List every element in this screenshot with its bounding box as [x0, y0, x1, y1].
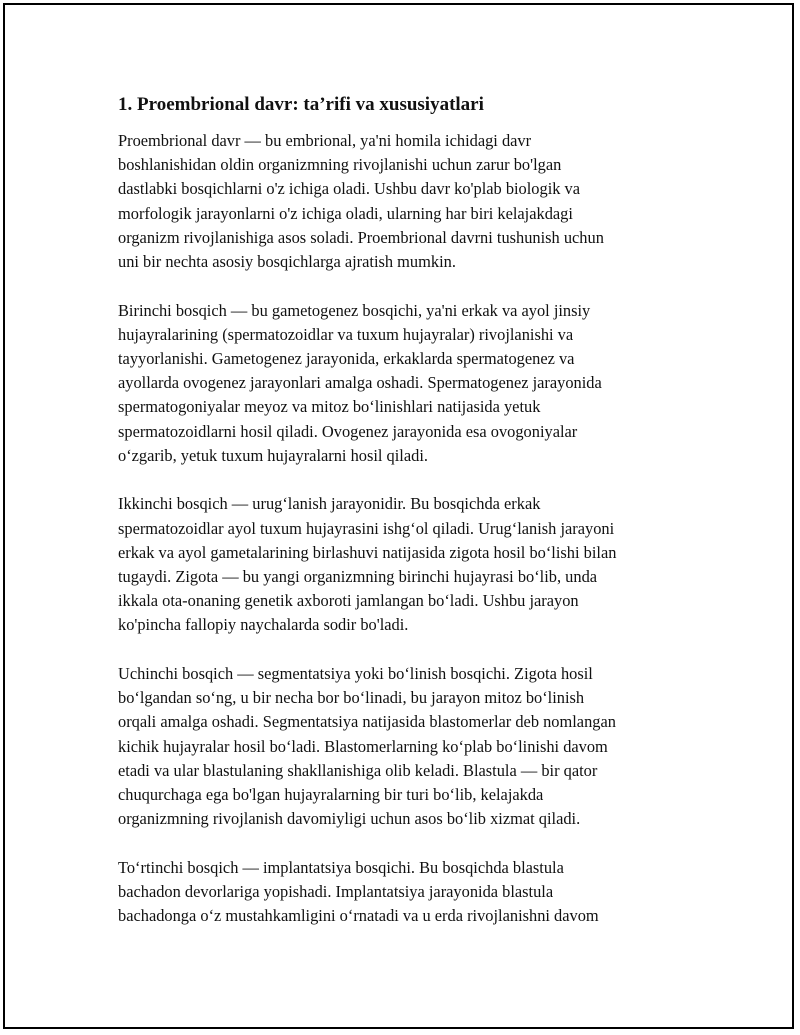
paragraph-line: spermatozoidlarni hosil qiladi. Ovogenez jarayonida esa ovogoniyalar — [118, 421, 578, 441]
paragraph — [118, 662, 688, 831]
paragraph-line: boshlanishidan oldin organizmning rivojlanishi uchun zarur bo'lgan — [118, 155, 562, 175]
paragraph-line: organizmning rivojlanish davomiyligi uchun asos bo‘lib xizmat qiladi. — [118, 809, 581, 829]
paragraph-line: Ikkinchi bosqich — urug‘lanish jarayonidir. Bu bosqichda erkak — [118, 494, 541, 514]
paragraph-line: erkak va ayol gametalarining birlashuvi natijasida zigota hosil bo‘lishi bilan — [118, 542, 617, 562]
paragraph-line: Proembrional davr — bu embrional, ya'ni homila ichidagi davr — [118, 131, 532, 150]
paragraph-line: organizm rivojlanishiga asos soladi. Proembrional davrni tushunish uchun — [118, 227, 604, 247]
paragraph-line: tugaydi. Zigota — bu yangi organizmning birinchi hujayrasi bo‘lib, unda — [118, 567, 598, 587]
paragraph-line: spermatozoidlar ayol tuxum hujayrasini ishg‘ol qiladi. Urug‘lanish jarayoni — [118, 518, 615, 538]
paragraph-line: orqali amalga oshadi. Segmentatsiya natijasida blastomerlar deb nomlangan — [118, 712, 616, 732]
document-body — [118, 92, 688, 953]
paragraph — [118, 129, 688, 274]
paragraph — [118, 856, 688, 929]
paragraph-line: bachadonga o‘z mustahkamligini o‘rnatadi va u erda rivojlanishni davom — [118, 906, 599, 926]
paragraph-line: o‘zgarib, yetuk tuxum hujayralarni hosil qiladi. — [118, 445, 428, 465]
paragraph-line: bo‘lgandan so‘ng, u bir necha bor bo‘linadi, bu jarayon mitoz bo‘linish — [118, 688, 585, 708]
paragraph-line: Uchinchi bosqich — segmentatsiya yoki bo‘linish bosqichi. Zigota hosil — [118, 664, 593, 684]
paragraph-line: uni bir nechta asosiy bosqichlarga ajratish mumkin. — [118, 252, 456, 272]
paragraph-container — [118, 129, 688, 928]
paragraph-line: ko'pincha fallopiy naychalarda sodir bo'ladi. — [118, 615, 409, 635]
section-heading: 1. Proembrional davr: ta’rifi va xususiyatlari — [118, 94, 484, 115]
paragraph-line: tayyorlanishi. Gametogenez jarayonida, erkaklarda spermatogenez va — [118, 349, 575, 369]
paragraph-line: spermatogoniyalar meyoz va mitoz bo‘linishlari natijasida yetuk — [118, 397, 541, 417]
paragraph-line: ikkala ota-onaning genetik axboroti jamlangan bo‘ladi. Ushbu jarayon — [118, 591, 579, 611]
paragraph-line: morfologik jarayonlarni o'z ichiga oladi, ularning har biri kelajakdagi — [118, 203, 573, 223]
paragraph-line: Birinchi bosqich — bu gametogenez bosqichi, ya'ni erkak va ayol jinsiy — [118, 300, 591, 320]
paragraph-line: kichik hujayralar hosil bo‘ladi. Blastomerlarning ko‘plab bo‘linishi davom — [118, 736, 608, 756]
paragraph-line: To‘rtinchi bosqich — implantatsiya bosqichi. Bu bosqichda blastula — [118, 857, 564, 877]
paragraph-line: chuqurchaga ega bo'lgan hujayralarning bir turi bo‘lib, kelajakda — [118, 785, 544, 805]
paragraph — [118, 299, 688, 468]
paragraph-line: ayollarda ovogenez jarayonlari amalga oshadi. Spermatogenez jarayonida — [118, 373, 602, 393]
paragraph-line: etadi va ular blastulaning shakllanishiga olib keladi. Blastula — bir qator — [118, 760, 598, 780]
paragraph-line: hujayralarining (spermatozoidlar va tuxum hujayralar) rivojlanishi va — [118, 324, 574, 344]
paragraph-line: dastlabki bosqichlarni o'z ichiga oladi. Ushbu davr ko'plab biologik va — [118, 179, 581, 199]
paragraph — [118, 492, 688, 637]
paragraph-line: bachadon devorlariga yopishadi. Implantatsiya jarayonida blastula — [118, 882, 554, 902]
